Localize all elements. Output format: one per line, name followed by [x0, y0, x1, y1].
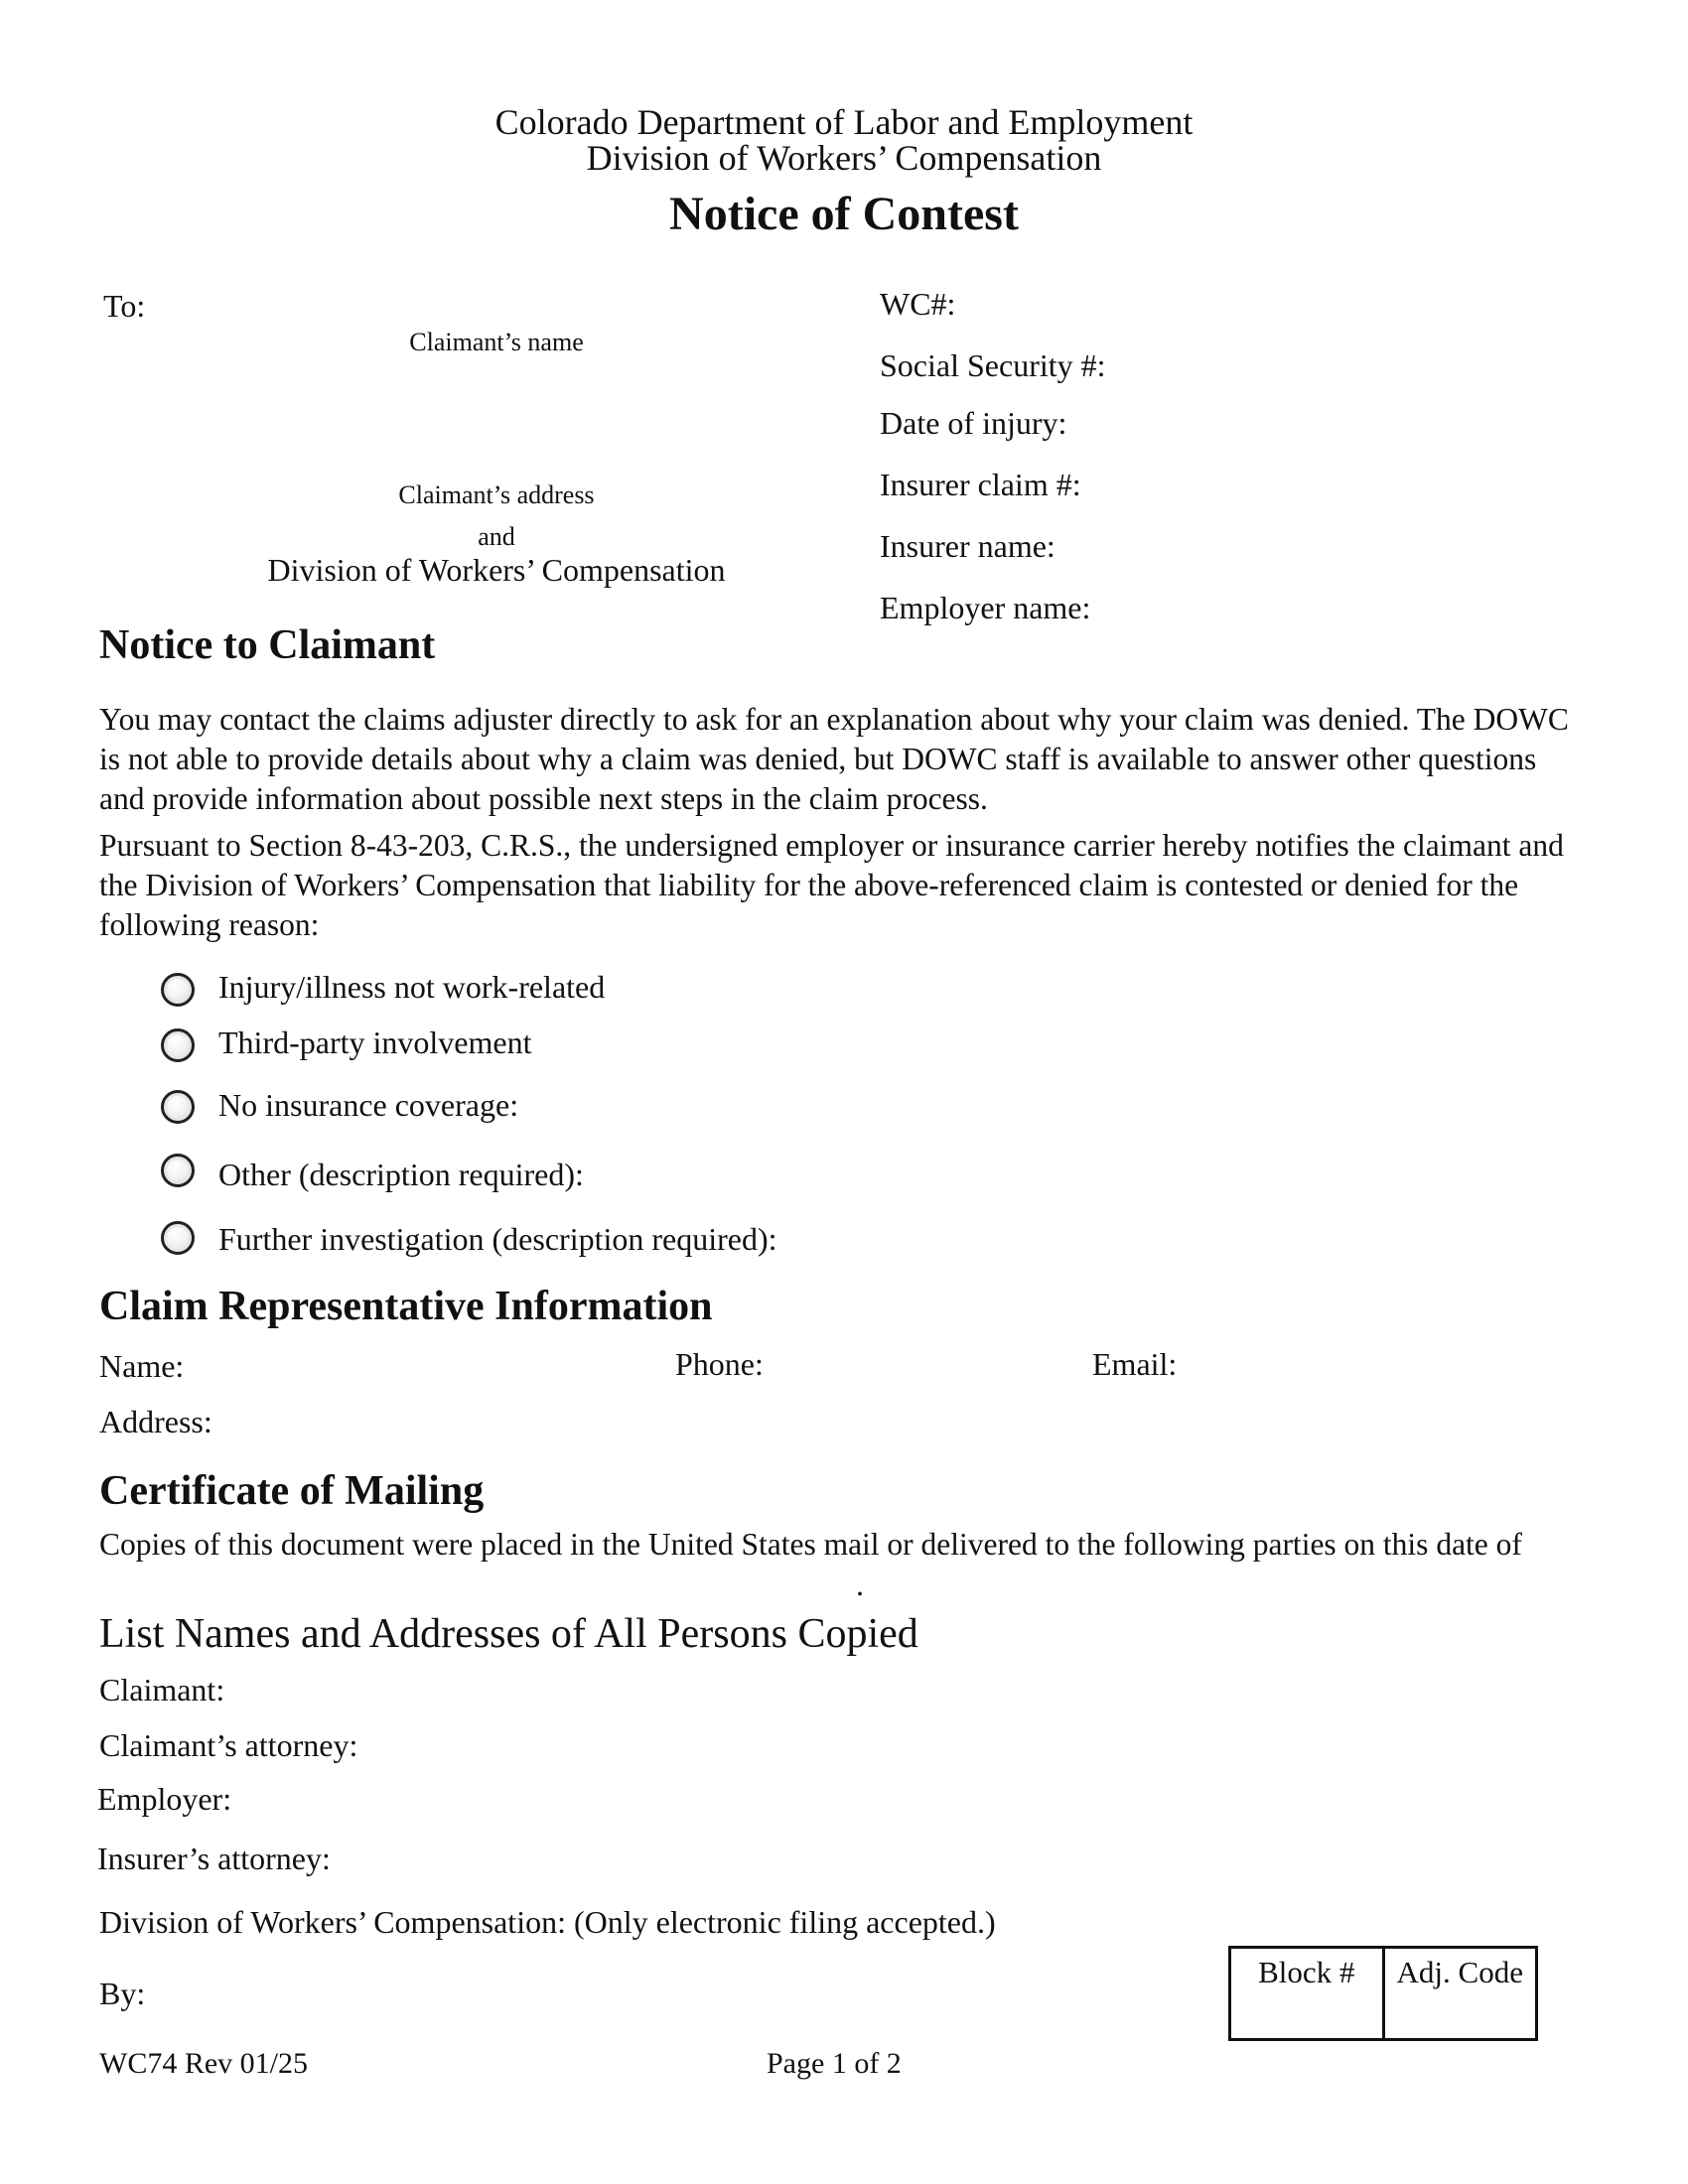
- dowc-recipient: Division of Workers’ Compensation: [267, 552, 726, 588]
- rep-name-label: Name:: [99, 1348, 185, 1384]
- reason-label: Injury/illness not work-related: [218, 969, 606, 1005]
- and-text: and: [478, 522, 515, 551]
- block-number-cell: Block #: [1258, 1955, 1355, 1989]
- notice-paragraph-1: You may contact the claims adjuster directly to ask for an explanation about why your claim was denied. The DOWC is not able to provide details about why a claim was denied, but DOWC staff is available to answer other questions and provide information about possible next steps in the claim process.: [99, 702, 1569, 816]
- claimant-name-caption: Claimant’s name: [409, 328, 584, 356]
- reason-radio-further-investigation[interactable]: [161, 1221, 195, 1255]
- wc-number-label: WC#:: [880, 286, 956, 322]
- copied-heading: List Names and Addresses of All Persons Copied: [99, 1611, 918, 1657]
- insurer-name-label: Insurer name:: [880, 528, 1055, 564]
- certificate-text: Copies of this document were placed in the United States mail or delivered to the following parties on this date of: [99, 1527, 1522, 1562]
- adj-code-cell: Adj. Code: [1382, 1949, 1536, 2038]
- insurer-claim-label: Insurer claim #:: [880, 467, 1081, 502]
- copied-employer-label: Employer:: [97, 1781, 232, 1817]
- reason-label: No insurance coverage:: [218, 1087, 519, 1123]
- reason-radio-other[interactable]: [161, 1154, 195, 1187]
- copied-dowc-label: Division of Workers’ Compensation: (Only electronic filing accepted.): [99, 1904, 996, 1940]
- ssn-label: Social Security #:: [880, 347, 1106, 383]
- reason-radio-not-work-related[interactable]: [161, 973, 195, 1007]
- copied-claimant-attorney-label: Claimant’s attorney:: [99, 1727, 358, 1763]
- date-of-injury-label: Date of injury:: [880, 405, 1067, 441]
- rep-address-label: Address:: [99, 1404, 212, 1439]
- claim-rep-heading: Claim Representative Information: [99, 1284, 713, 1329]
- certificate-heading: Certificate of Mailing: [99, 1468, 485, 1514]
- certificate-period: .: [856, 1567, 864, 1602]
- to-label: To:: [103, 288, 146, 324]
- form-id: WC74 Rev 01/25: [99, 2047, 308, 2080]
- page-title: Notice of Contest: [669, 188, 1019, 240]
- claimant-address-caption: Claimant’s address: [398, 480, 595, 509]
- reason-label: Third-party involvement: [218, 1024, 532, 1060]
- employer-name-label: Employer name:: [880, 590, 1091, 625]
- copied-claimant-label: Claimant:: [99, 1672, 225, 1707]
- reason-label: Further investigation (description required):: [218, 1221, 777, 1257]
- notice-heading: Notice to Claimant: [99, 622, 436, 668]
- page-number: Page 1 of 2: [767, 2047, 902, 2080]
- by-label: By:: [99, 1976, 146, 2011]
- agency-name: Colorado Department of Labor and Employment: [494, 102, 1194, 142]
- rep-email-label: Email:: [1092, 1346, 1178, 1382]
- block-adj-table: [1228, 1946, 1538, 2041]
- reason-radio-third-party[interactable]: [161, 1028, 195, 1062]
- copied-insurer-attorney-label: Insurer’s attorney:: [97, 1841, 331, 1876]
- rep-phone-label: Phone:: [675, 1346, 764, 1382]
- reason-label: Other (description required):: [218, 1157, 584, 1192]
- reason-radio-no-insurance[interactable]: [161, 1090, 195, 1124]
- division-name: Division of Workers’ Compensation: [586, 138, 1102, 178]
- notice-paragraph-2: Pursuant to Section 8-43-203, C.R.S., the undersigned employer or insurance carrier hereby notifies the claimant and the Division of Workers’ Compensation that liability for the above-referenced claim is contested or denied for the following reason:: [99, 828, 1564, 942]
